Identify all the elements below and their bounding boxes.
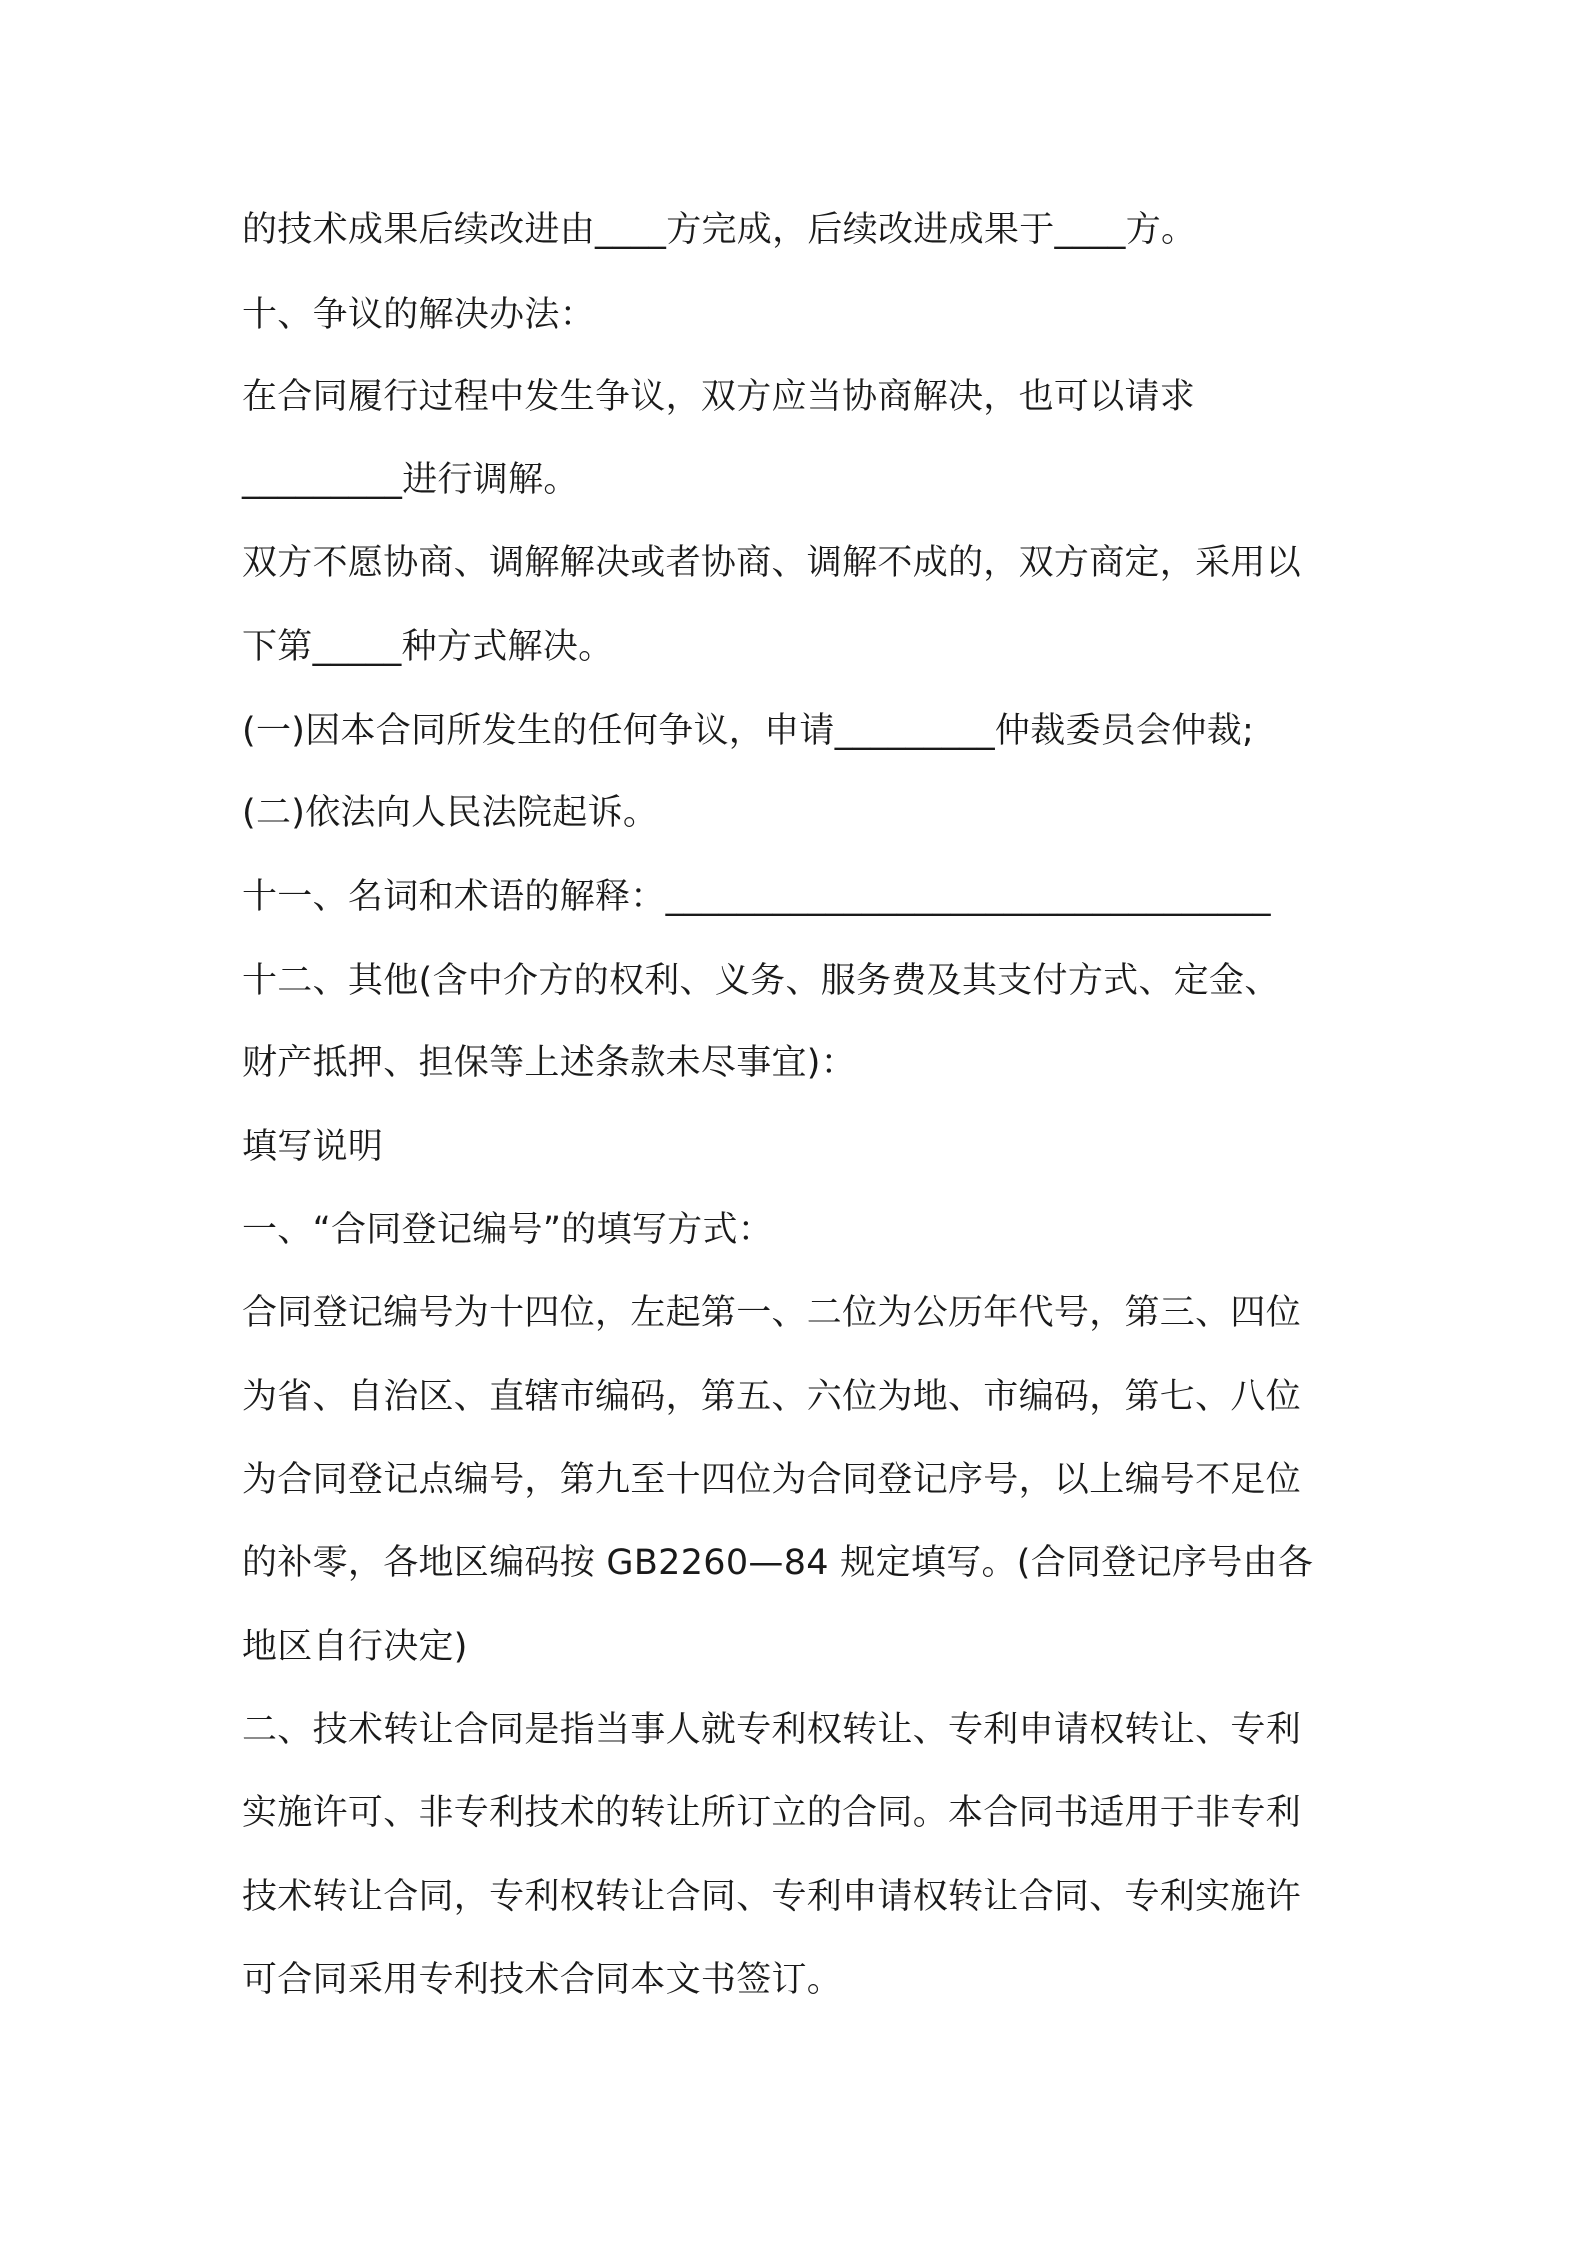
text-line-1: 的技术成果后续改进由____方完成，后续改进成果于____方。 — [242, 210, 1197, 250]
text-line-21: 技术转让合同，专利权转让合同、专利申请权转让合同、专利实施许 — [242, 1877, 1302, 1917]
section-twelve-heading: 十二、其他(含中介方的权利、义务、服务费及其支付方式、定金、 — [242, 961, 1280, 1001]
text-line-14: 合同登记编号为十四位，左起第一、二位为公历年代号，第三、四位 — [242, 1293, 1302, 1333]
section-ten-heading: 十、争议的解决办法： — [242, 295, 596, 335]
instructions-title: 填写说明 — [242, 1127, 384, 1167]
text-line-20: 实施许可、非专利技术的转让所订立的合同。本合同书适用于非专利 — [242, 1793, 1302, 1833]
text-line-4: _________进行调解。 — [242, 460, 579, 500]
instruction-two-heading: 二、技术转让合同是指当事人就专利权转让、专利申请权转让、专利 — [242, 1710, 1302, 1750]
text-line-3: 在合同履行过程中发生争议，双方应当协商解决，也可以请求 — [242, 377, 1196, 417]
text-line-15: 为省、自治区、直辖市编码，第五、六位为地、市编码，第七、八位 — [242, 1377, 1302, 1417]
option-one: (一)因本合同所发生的任何争议，申请_________仲裁委员会仲裁; — [242, 711, 1255, 751]
instruction-one-heading: 一、“合同登记编号”的填写方式： — [242, 1210, 774, 1250]
option-two: (二)依法向人民法院起诉。 — [242, 793, 659, 833]
text-line-16: 为合同登记点编号，第九至十四位为合同登记序号，以上编号不足位 — [242, 1460, 1302, 1500]
text-line-17: 的补零，各地区编码按 GB2260—84 规定填写。(合同登记序号由各 — [242, 1543, 1314, 1583]
text-line-11: 财产抵押、担保等上述条款未尽事宜)： — [242, 1043, 857, 1083]
section-eleven-heading: 十一、名词和术语的解释：__________________________________ — [242, 877, 1271, 917]
text-line-6: 下第_____种方式解决。 — [242, 627, 614, 667]
text-line-5: 双方不愿协商、调解解决或者协商、调解不成的，双方商定，采用以 — [242, 543, 1302, 583]
text-line-18: 地区自行决定) — [242, 1627, 468, 1667]
text-line-22: 可合同采用专利技术合同本文书签订。 — [242, 1960, 843, 2000]
